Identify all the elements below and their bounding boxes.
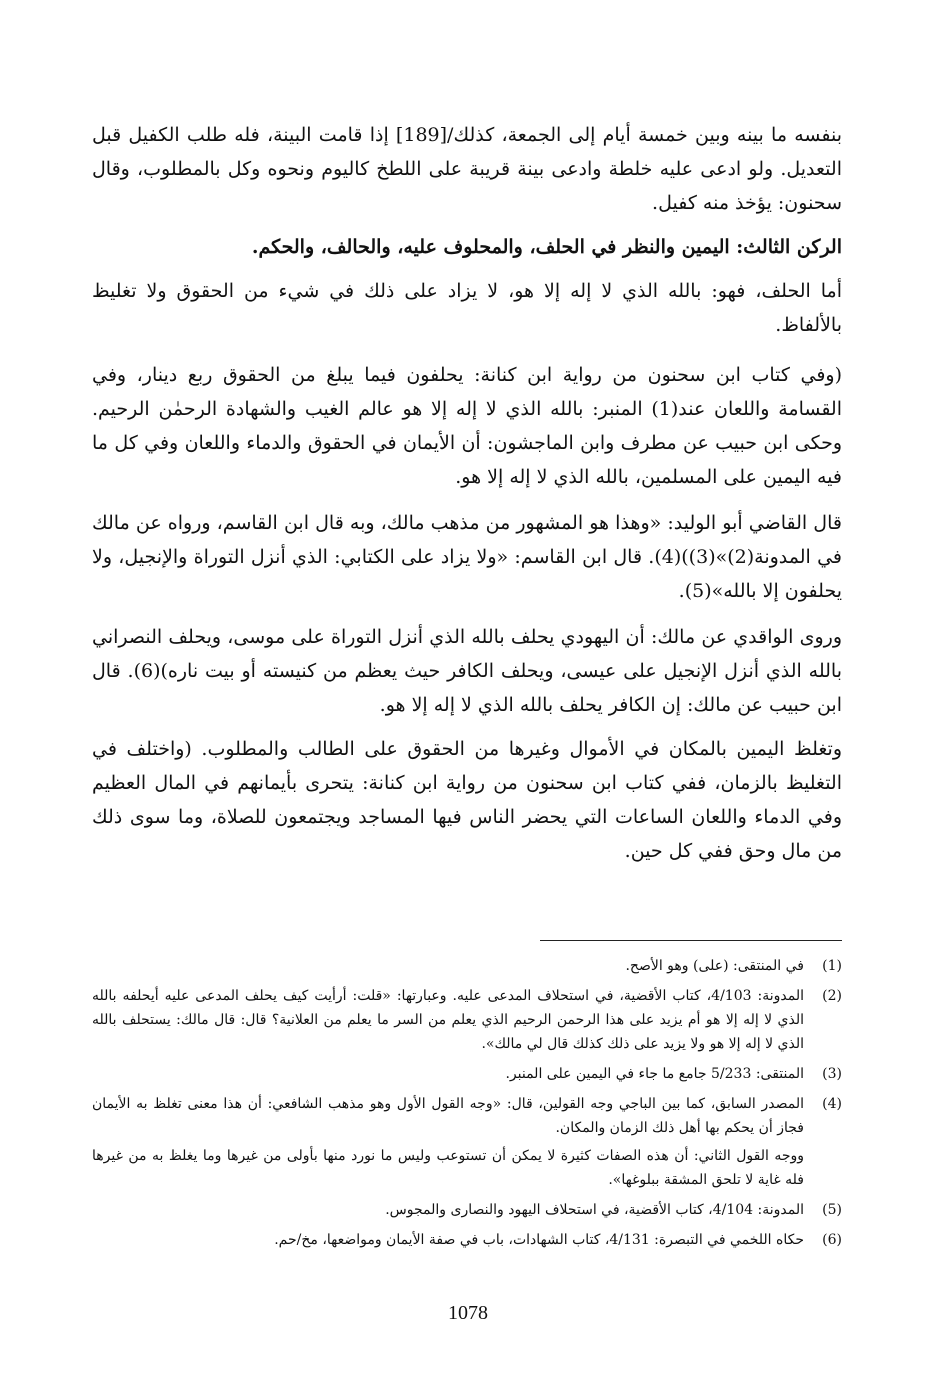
footnote-1: [92, 954, 842, 978]
footnote-number: (6): [822, 1232, 842, 1248]
footnote-5: [92, 1198, 842, 1222]
footnotes: [92, 954, 842, 1252]
paragraph-place-time: وتغلظ اليمين بالمكان في الأموال وغيرها من الحقوق على الطالب والمطلوب. (واختلف في التغليظ بالزمان، ففي كتاب ابن سحنون من رواية ابن كنانة: يتحرى بأيمانهم في المال العظيم وفي الدماء واللعان الساعات التي يحضر الناس فيها المساجد ويجتمعون للصلاة، وما سوى ذلك من مال وحق ففي كل حين.: [92, 738, 842, 862]
paragraph-al-waqidi: وروى الواقدي عن مالك: أن اليهودي يحلف بالله الذي أنزل التوراة على موسى، ويحلف النصراني بالله الذي أنزل الإنجيل على عيسى، ويحلف الكافر حيث يعظم من كنيسته أو بيت ناره)(6). قال ابن حبيب عن مالك: إن الكافر يحلف بالله الذي لا إله إلا هو.: [92, 626, 842, 716]
footnote-text: المنتقى: 5/233 جامع ما جاء في اليمين على المنبر.: [505, 1066, 804, 1082]
footnote-text: المدونة: 4/104، كتاب الأقضية، في استحلاف اليهود والنصارى والمجوس.: [385, 1202, 804, 1218]
main-text: [92, 118, 842, 868]
footnote-number: (1): [822, 958, 842, 974]
footnote-text: المدونة: 4/103، كتاب الأقضية، في استحلاف المدعى عليه. وعبارتها: «قلت: أرأيت كيف يحلف المدعى عليه أيحلفه بالله الذي لا إله إلا هو أم يزيد على هذا الرحمن الرحيم الذي يعلم من السر ما يعلم من العلانية؟ قال: قال مالك: يستحلف بالله الذي لا إله إلا هو ولا يزيد على ذلك كذلك قال لي مالك».: [92, 988, 804, 1052]
footnote-2: [92, 984, 842, 1056]
footnote-6: [92, 1228, 842, 1252]
footnote-4: [92, 1092, 842, 1140]
paragraph-abu-al-walid: قال القاضي أبو الوليد: «وهذا هو المشهور من مذهب مالك، وبه قال ابن القاسم، ورواه عن مالك في المدونة(2)»(3))(4). قال ابن القاسم: «ولا يزاد على الكتابي: الذي أنزل التوراة والإنجيل، ولا يحلفون إلا بالله»(5).: [92, 512, 842, 602]
footnote-text: في المنتقى: (على) وهو الأصح.: [625, 958, 804, 974]
footnote-number: (2): [822, 988, 842, 1004]
footnote-number: (5): [822, 1202, 842, 1218]
paragraph-oath-formula: أما الحلف، فهو: بالله الذي لا إله إلا هو، لا يزاد على ذلك في شيء من الحقوق ولا تغليظ بالألفاظ.: [92, 280, 842, 336]
footnote-text: المصدر السابق، كما بين الباجي وجه القولين، قال: «وجه القول الأول وهو مذهب الشافعي: أن هذا معنى تغلظ به الأيمان فجاز أن يحكم بها أهل ذلك الزمان والمكان.: [92, 1096, 804, 1136]
footnote-text: حكاه اللخمي في التبصرة: 4/131، كتاب الشهادات، باب في صفة الأيمان ومواضعها، مخ/حم.: [274, 1232, 804, 1248]
footnote-3: [92, 1062, 842, 1086]
section-heading: الركن الثالث: اليمين والنظر في الحلف، والمحلوف عليه، والحالف، والحكم.: [251, 236, 842, 258]
footnote-4-continuation: ووجه القول الثاني: أن هذه الصفات كثيرة لا يمكن أن تستوعب وليس ما نورد منها بأولى من غيرها وما يغلظ به من غيرها فله غاية لا تلحق المشقة ببلوغها».: [92, 1148, 804, 1188]
page-number: 1078: [448, 1302, 488, 1324]
footnote-number: (3): [822, 1066, 842, 1082]
paragraph-ibn-sahnun: (وفي كتاب ابن سحنون من رواية ابن كنانة: يحلفون فيما يبلغ من الحقوق ربع دينار، وفي القسامة واللعان عند(1) المنبر: بالله الذي لا إله إلا هو عالم الغيب والشهادة الرحمٰن الرحيم. وحكى ابن حبيب عن مطرف وابن الماجشون: أن الأيمان في الحقوق والدماء واللعان وفي كل ما فيه اليمين على المسلمين، بالله الذي لا إله إلا هو.: [92, 364, 842, 488]
footnote-number: (4): [822, 1096, 842, 1112]
footnote-separator: [540, 940, 842, 941]
paragraph-guarantor: بنفسه ما بينه وبين خمسة أيام إلى الجمعة، كذلك/[189] إذا قامت البينة، فله طلب الكفيل قبل التعديل. ولو ادعى عليه خلطة وادعى بينة قريبة على اللطخ كاليوم ونحوه وكل بالمطلوب، وقال سحنون: يؤخذ منه كفيل.: [92, 124, 842, 214]
